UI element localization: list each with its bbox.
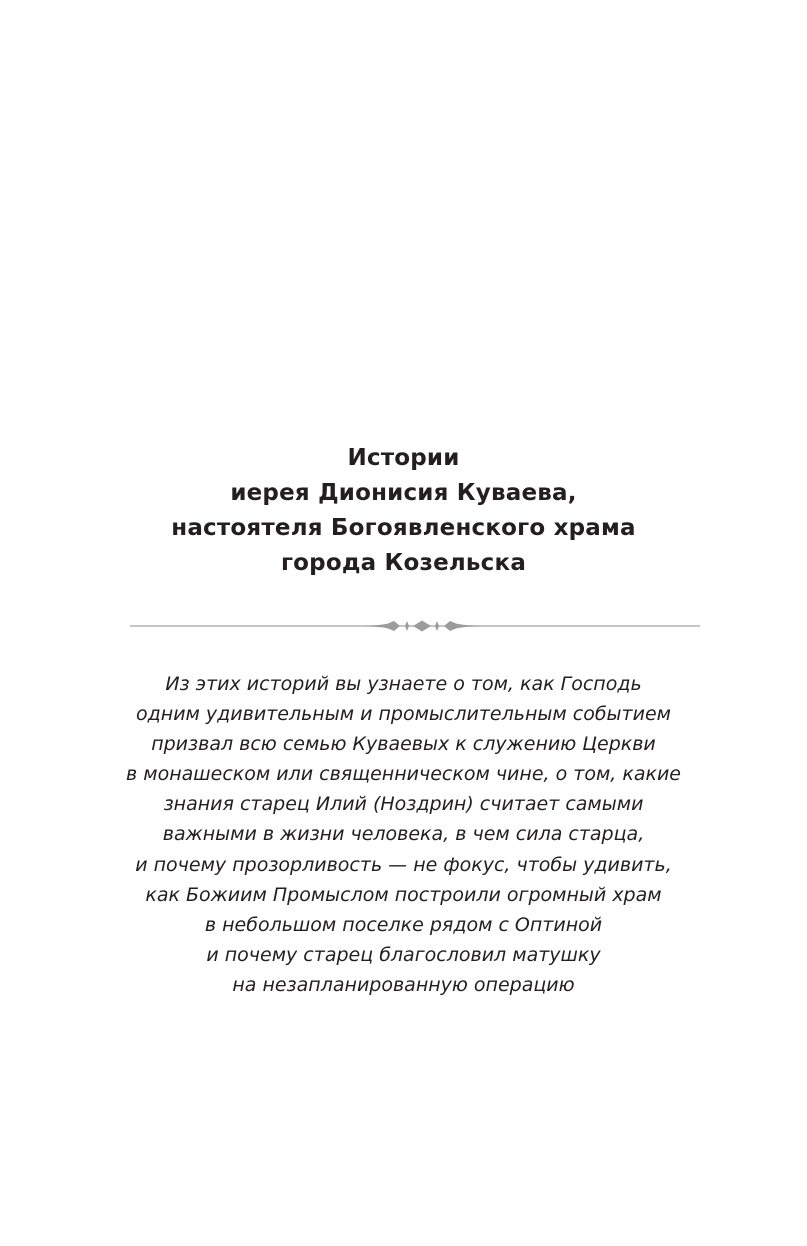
description-line: одним удивительным и промыслительным событием: [136, 703, 671, 726]
title-line: иерея Дионисия Куваева,: [230, 480, 577, 506]
title-line: Истории: [347, 445, 460, 471]
description-line: в монашеском или священническом чине, о том, какие: [126, 763, 681, 786]
description-line: важными в жизни человека, в чем сила старца,: [162, 823, 645, 846]
description-line: как Божиим Промыслом построили огромный храм: [145, 883, 662, 906]
description-line: призвал всю семью Куваевых к служению Церкви: [151, 733, 656, 756]
description-text: [0, 669, 807, 1000]
title-line: города Козельска: [280, 550, 527, 576]
description-line: в небольшом поселке рядом с Оптиной: [204, 913, 603, 936]
title-line: настоятеля Богоявленского храма: [171, 515, 636, 541]
page-title: [0, 441, 807, 581]
description-line: знания старец Илий (Ноздрин) считает самыми: [163, 793, 644, 816]
description-line: и почему прозорливость — не фокус, чтобы удивить,: [135, 853, 672, 876]
description-line: на незапланированную операцию: [232, 973, 575, 996]
description-line: Из этих историй вы узнаете о том, как Господь: [165, 673, 642, 695]
ornamental-divider-icon: [130, 617, 700, 635]
description-line: и почему старец благословил матушку: [206, 943, 601, 966]
